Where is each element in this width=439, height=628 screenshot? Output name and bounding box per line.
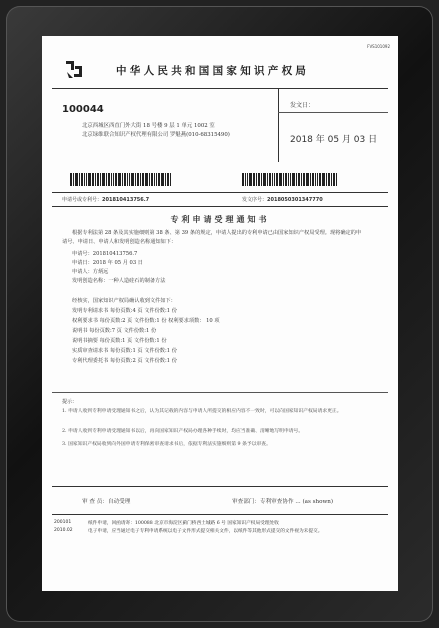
postcode: 100044 [62,104,104,115]
serial-value: 2018050301347770 [267,197,323,203]
footer-code1: 200101 [54,520,72,525]
footer-line2: 电子申请，应当通过电子专利申请系统以电子文件形式提交相关文件，以纸件等其他形式提交的文件视为未提交。 [88,529,323,534]
footer-code2: 2010.02 [54,528,73,533]
send-date-value: 2018 年 05 月 03 日 [290,135,378,145]
meta-top-divider [52,192,388,193]
department: 审查部门：专利审查协作 ... (as shown) [232,499,334,505]
application-number-value: 201810413756.7 [102,197,150,203]
barcode-right [242,173,337,186]
meta-bottom-divider [52,206,388,207]
field-application-date: 申请日：2018 年 05 月 03 日 [72,260,143,266]
application-number-row [62,196,149,203]
document-title: 专利申请受理通知书 [170,215,270,224]
serial-label: 发文序号： [242,197,268,203]
address-line1: 北京西城区西直门外大街 18 号楼 9 层 1 单元 1002 室 [82,123,215,129]
examiner: 审 查 员：自动受理 [82,499,131,505]
send-date-label: 发文日： [290,102,315,109]
field-invention-title: 发明创造名称：一种人造硅石的制备方法 [72,278,166,284]
application-number-label: 申请号或专利号： [62,197,103,203]
intro-paragraph: 根据专利法第 28 条及其实施细则第 38 条、第 39 条的规定，申请人提出的专利申请已由国家知识产权局受理。现将确定的申请号、申请日、申请人和发明创造名称通知如下： [62,230,362,245]
note-item: 2. 申请人收到专利申请受理通知书以后，再向国家知识产权局办理各种手续时，均应当准确、清晰地写明申请号。 [62,429,304,434]
header-title: 中华人民共和国国家知识产权局 [116,65,310,77]
barcode-left [70,173,171,186]
received-file: 说明书 每份页数:7 页 文件份数:1 份 [72,328,157,334]
received-file: 说明书摘要 每份页数:1 页 文件份数:1 份 [72,338,167,344]
note-item: 3. 国家知识产权局收到向外国申请专利保密审查请求书后，依据专利法实施细则第 9 条予以审查。 [62,442,271,447]
form-code: FVS101092 [367,44,390,49]
header-divider [52,88,388,89]
field-applicant: 申请人：方炳远 [72,269,109,275]
address-line2: 北京绿维联合知识产权代理有限公司 罗魁燕(010-68315490) [82,132,230,138]
received-intro: 经核实，国家知识产权局确认收到文件如下： [72,298,176,304]
signature-top-divider [52,486,388,487]
field-application-number: 申请号：201810413756.7 [72,251,138,257]
serial-row [242,196,323,203]
received-file: 专利代理委托书 每份页数:2 页 文件份数:1 份 [72,358,177,364]
cnipa-logo-icon [64,58,84,80]
note-item: 1. 申请人收到专利申请受理通知书之后，认为其记载的内容与申请人所提交的相应内容不一致时，可以向国家知识产权局请求更正。 [62,409,342,414]
header-column-divider [278,88,279,162]
received-file: 实质审查请求书 每份页数:1 页 文件份数:1 份 [72,348,177,354]
document-page [42,36,398,591]
footer-divider [52,514,388,515]
notes-divider [52,392,388,393]
date-divider [278,112,388,113]
received-file: 发明专利请求书 每份页数:4 页 文件份数:1 份 [72,308,177,314]
received-file: 权利要求书 每份页数:2 页 文件份数:1 份 权利要求项数： 10 项 [72,318,220,324]
footer-line1: 纸件申请，回函请寄：100088 北京市海淀区蓟门桥西土城路 6 号 国家知识产权局受理处收 [88,521,279,526]
notes-heading: 提示： [62,399,78,405]
